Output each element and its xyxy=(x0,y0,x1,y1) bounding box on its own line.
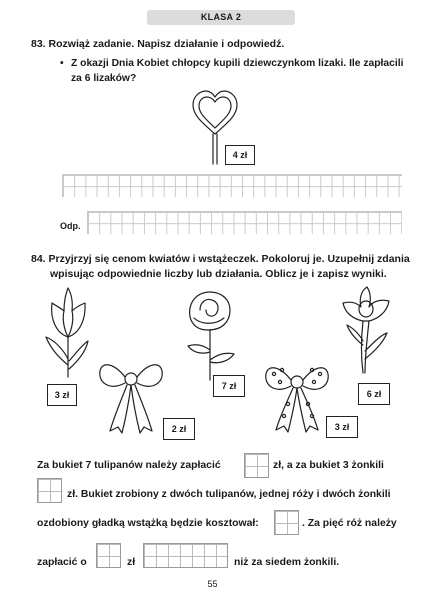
answer-box-difference[interactable] xyxy=(96,543,121,568)
class-header: KLASA 2 xyxy=(147,10,295,25)
calculation-grid[interactable] xyxy=(62,174,402,197)
daffodil-price-tag: 6 zł xyxy=(358,383,390,405)
sentence-line-1b: zł, a za bukiet 3 żonkili xyxy=(273,460,384,471)
answer-label: Odp. xyxy=(60,221,81,231)
page-number: 55 xyxy=(207,579,218,589)
answer-box-calculation[interactable] xyxy=(143,543,228,568)
tulip-price-tag: 3 zł xyxy=(47,384,77,406)
dotted-bow-price-tag: 3 zł xyxy=(326,416,358,438)
sentence-line-3b: . Za pięć róż należy xyxy=(302,518,397,529)
task-84-instruction-1: Przyjrzyj się cenom kwiatów i wstążeczek. Pokoloruj je. Uzupełnij zdania xyxy=(48,253,410,265)
lollipop-price-tag: 4 zł xyxy=(225,145,255,165)
answer-box-bouquet[interactable] xyxy=(274,510,299,535)
tulip-illustration xyxy=(38,285,98,380)
dotted-bow-illustration xyxy=(262,358,332,433)
sentence-line-4b: zł xyxy=(127,557,136,568)
sentence-line-4a: zapłacić o xyxy=(37,557,87,568)
rose-price-tag: 7 zł xyxy=(213,375,245,397)
task-83-heading xyxy=(31,37,284,51)
task-83-question-line-2: za 6 lizaków? xyxy=(71,73,137,84)
daffodil-illustration xyxy=(335,285,397,375)
sentence-line-2: zł. Bukiet zrobiony z dwóch tulipanów, jednej róży i dwóch żonkili xyxy=(67,489,391,500)
answer-box-daffodils[interactable] xyxy=(37,478,62,503)
task-83-number: 83. xyxy=(31,38,46,50)
answer-box-tulips[interactable] xyxy=(244,453,269,478)
task-84-heading-line-1 xyxy=(31,252,416,266)
plain-bow-price-tag: 2 zł xyxy=(163,418,195,440)
answer-grid[interactable] xyxy=(87,211,402,234)
task-83-bullet: • xyxy=(60,58,64,69)
task-84-instruction-2: wpisując odpowiednie liczby lub działania. Oblicz je i zapisz wyniki. xyxy=(50,268,387,280)
task-83-question-line-1: Z okazji Dnia Kobiet chłopcy kupili dziewczynkom lizaki. Ile zapłacili xyxy=(71,58,404,69)
sentence-line-1a: Za bukiet 7 tulipanów należy zapłacić xyxy=(37,460,221,471)
plain-bow-illustration xyxy=(96,355,166,435)
task-83-instruction: Rozwiąż zadanie. Napisz działanie i odpowiedź. xyxy=(48,38,285,50)
task-84-number: 84. xyxy=(31,253,46,265)
sentence-line-3a: ozdobiony gładką wstążką będzie kosztował: xyxy=(37,518,259,529)
rose-illustration xyxy=(180,288,242,383)
sentence-line-4c: niż za siedem żonkili. xyxy=(234,557,340,568)
